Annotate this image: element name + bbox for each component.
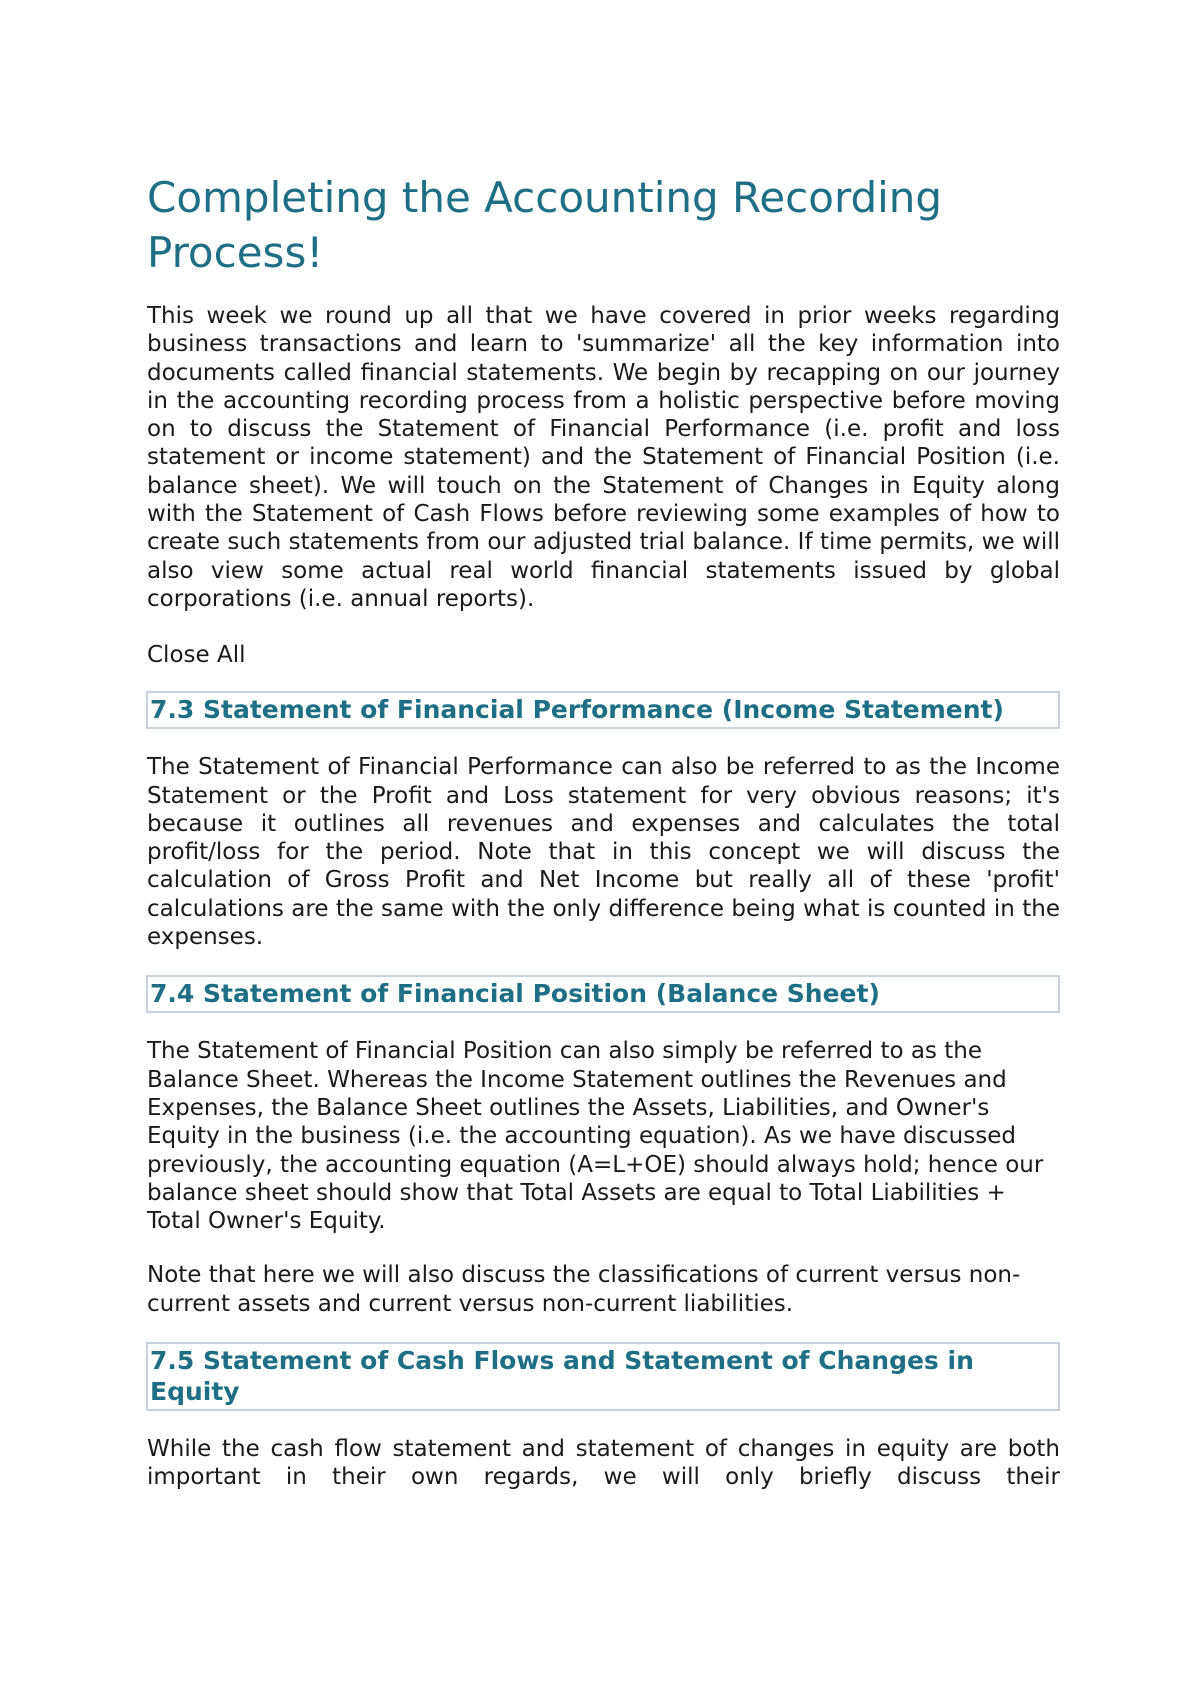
section-heading-7-4[interactable] <box>146 975 1060 1013</box>
intro-paragraph: This week we round up all that we have covered in prior weeks regarding business transactions and learn to 'summarize' all the key information into documents called financial statements. We begin by recapping on our journey in the accounting recording process from a holistic perspective before moving on to discuss the Statement of Financial Performance (i.e. profit and loss statement or income statement) and the Statement of Financial Position (i.e. balance sheet). We will touch on the Statement of Changes in Equity along with the Statement of Cash Flows before reviewing some examples of how to create such statements from our adjusted trial balance. If time permits, we will also view some actual real world financial statements issued by global corporations (i.e. annual reports). <box>147 303 1060 612</box>
document-page <box>147 170 1060 1492</box>
section-paragraph: The Statement of Financial Position can also simply be referred to as the Balance Sheet. Whereas the Income Statement outlines the Revenues and Expenses, the Balance Sheet outlines the Assets, Liabilities, and Owner's Equity in the business (i.e. the accounting equation). As we have discussed previously, the accounting equation (A=L+OE) should always hold; hence our balance sheet should show that Total Assets are equal to Total Liabilities + Total Owner's Equity. <box>147 1038 1044 1235</box>
section-title: 7.5 Statement of Cash Flows and Statement of Changes in Equity <box>150 1346 974 1407</box>
close-all-link[interactable]: Close All <box>147 642 246 669</box>
page-title: Completing the Accounting Recording Process! <box>147 173 943 277</box>
section-heading-7-3[interactable] <box>146 691 1060 729</box>
section-paragraph: While the cash flow statement and statement of changes in equity are both important in their own regards, we will only briefly discuss their <box>147 1436 1060 1491</box>
section-title: 7.3 Statement of Financial Performance (Income Statement) <box>150 695 1004 725</box>
section-paragraph: The Statement of Financial Performance can also be referred to as the Income Statement or the Profit and Loss statement for very obvious reasons; it's because it outlines all revenues and expenses and calculates the total profit/loss for the period. Note that in this concept we will discuss the calculation of Gross Profit and Net Income but really all of these 'profit' calculations are the same with the only difference being what is counted in the expenses. <box>147 754 1060 951</box>
section-heading-7-5[interactable] <box>146 1342 1060 1411</box>
section-title: 7.4 Statement of Financial Position (Balance Sheet) <box>150 979 880 1009</box>
section-paragraph: Note that here we will also discuss the classifications of current versus non-current assets and current versus non-current liabilities. <box>147 1262 1021 1317</box>
